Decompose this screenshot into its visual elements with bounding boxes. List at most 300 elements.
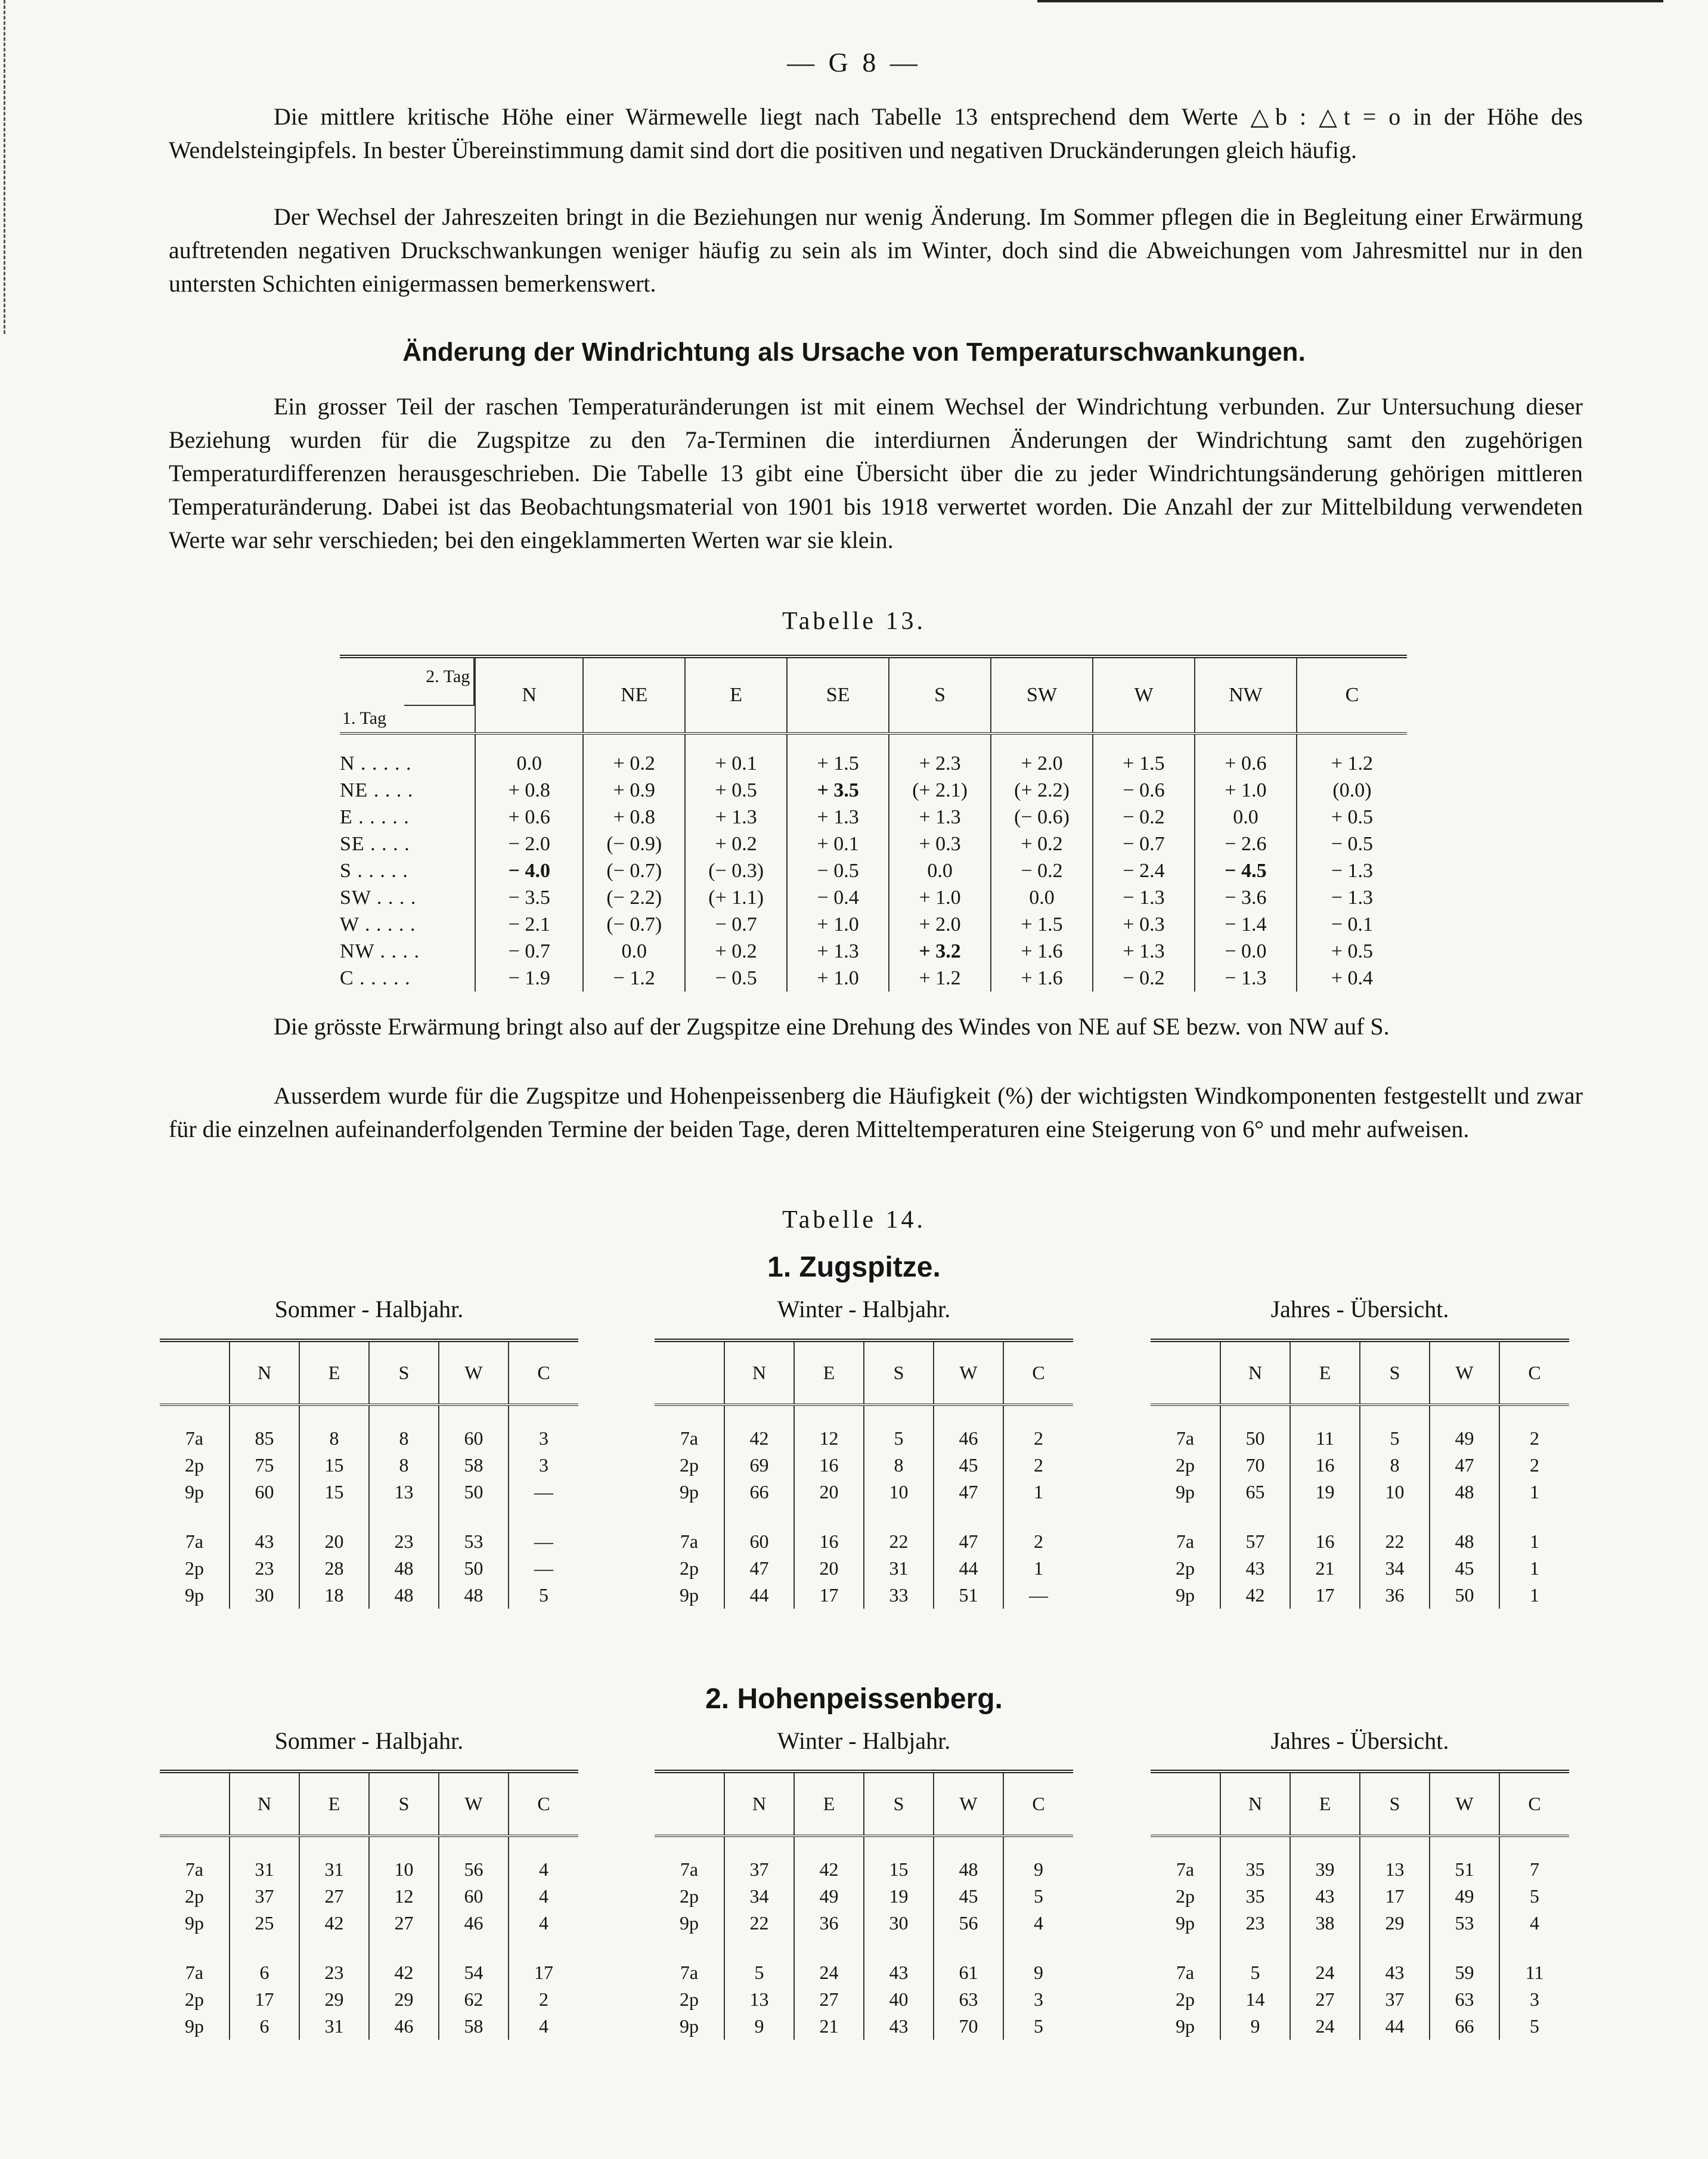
table13-cell: + 1.3 [685, 804, 787, 831]
table14-cell: 13 [1360, 1836, 1430, 1883]
table14-cell: 63 [934, 1986, 1003, 2013]
table14-cell: 75 [230, 1452, 299, 1479]
table14-cell: 48 [369, 1582, 439, 1609]
table14-col-header: S [369, 1340, 439, 1405]
table14-cell: 43 [230, 1506, 299, 1555]
table14-cell: 48 [1430, 1479, 1499, 1506]
table14-time-label: 2p [680, 1885, 699, 1907]
table14-time-label: 7a [680, 1858, 699, 1880]
table14-time-label: 2p [1176, 1454, 1195, 1476]
table14-cell: 5 [1220, 1937, 1290, 1986]
table14-cell: 47 [934, 1479, 1003, 1506]
table14-time-label: 9p [185, 1912, 204, 1934]
table13-cell: + 0.3 [889, 831, 991, 857]
table14-cell: 70 [934, 2013, 1003, 2040]
table14-cell: 60 [724, 1506, 794, 1555]
table14-row [655, 1836, 1073, 1883]
table13-cell: + 1.0 [889, 884, 991, 911]
table14-cell: 1 [1499, 1555, 1569, 1582]
table13-cell: (− 2.2) [583, 884, 685, 911]
table14-cell: 2 [1499, 1452, 1569, 1479]
table14-cell: 1 [1003, 1479, 1073, 1506]
table13-cell: − 1.4 [1195, 911, 1297, 938]
table13-col-header: SE [787, 656, 889, 733]
table14-cell: 23 [369, 1506, 439, 1555]
table14-row [1151, 1986, 1569, 2013]
table14-cell: 8 [369, 1452, 439, 1479]
table13-caption: Tabelle 13. [782, 608, 926, 635]
table14-cell: 3 [1003, 1986, 1073, 2013]
table13-row-label: SE . . . . [340, 832, 410, 855]
table14-cell: 53 [439, 1506, 509, 1555]
table14-cell: 40 [864, 1986, 934, 2013]
table14-cell: 9 [1003, 1937, 1073, 1986]
table14-time-label: 2p [185, 1988, 204, 2010]
table13-row-label: NE . . . . [340, 779, 414, 801]
table14-cell: — [1003, 1582, 1073, 1609]
table14-cell: 6 [230, 1937, 299, 1986]
table14-cell: 17 [509, 1937, 578, 1986]
paragraph-1: Die mittlere kritische Höhe einer Wärmewelle liegt nach Tabelle 13 entsprechend dem Werte △b : △t = o in der Höhe des Wendelsteingipfels. In bester Übereinstimmung damit sind dort die positiven und negativen Druckänderungen gleich häufig. [169, 103, 1583, 163]
table14-cell: 47 [724, 1555, 794, 1582]
table14-time-label: 9p [1176, 1912, 1195, 1934]
table14-col-header: S [1360, 1340, 1430, 1405]
table14-cell: 53 [1430, 1910, 1499, 1937]
paragraph-5: Ausserdem wurde für die Zugspitze und Hohenpeissenberg die Häufigkeit (%) der wichtigsten Windkomponenten festgestellt und zwar für die einzelnen aufeinanderfolgenden Termine der beiden Tage, deren Mitteltemperaturen eine Steigerung von 6° und mehr aufweisen. [169, 1082, 1583, 1142]
table14-cell: 24 [1290, 1937, 1360, 1986]
table14-cell: 31 [230, 1836, 299, 1883]
table13-col-header: NW [1195, 656, 1297, 733]
table14-cell: 17 [1290, 1582, 1360, 1609]
table14-cell: 25 [230, 1910, 299, 1937]
table14-cell: 8 [1360, 1452, 1430, 1479]
table14-row [160, 1937, 578, 1986]
table14-cell: 31 [299, 1836, 369, 1883]
table14-cell: 23 [230, 1555, 299, 1582]
table13-cell: − 1.3 [1195, 965, 1297, 992]
table14-cell: 30 [230, 1582, 299, 1609]
table13-row [340, 777, 1407, 804]
table13-cell: − 0.2 [1093, 965, 1195, 992]
table14-time-label: 7a [1176, 1858, 1195, 1880]
table14-cell: 5 [509, 1582, 578, 1609]
table13-cell: − 0.5 [1297, 831, 1407, 857]
table14-cell: 39 [1290, 1836, 1360, 1883]
table14-cell: 56 [439, 1836, 509, 1883]
table14-col-header: E [1290, 1771, 1360, 1836]
table14-time-label: 9p [185, 1481, 204, 1503]
table13-cell: (+ 2.2) [991, 777, 1093, 804]
corner-first-day: 1. Tag [342, 708, 387, 728]
table14-cell: 8 [299, 1405, 369, 1452]
table14-row [160, 1883, 578, 1910]
table14-row [655, 2013, 1073, 2040]
table13-cell: − 1.3 [1297, 857, 1407, 884]
table13-col-header: E [685, 656, 787, 733]
table14-cell: 44 [1360, 2013, 1430, 2040]
table14-cell: 34 [724, 1883, 794, 1910]
table13-cell: + 1.6 [991, 938, 1093, 965]
table14-cell: 18 [299, 1582, 369, 1609]
table14-cell: 43 [864, 1937, 934, 1986]
table14-row [1151, 1883, 1569, 1910]
table13-cell: + 0.3 [1093, 911, 1195, 938]
table14-cell: 60 [230, 1479, 299, 1506]
table13-cell: − 2.0 [475, 831, 583, 857]
table13-cell: + 1.6 [991, 965, 1093, 992]
table14-block-title: Winter - Halbjahr. [777, 1296, 951, 1322]
table14-cell: 29 [1360, 1910, 1430, 1937]
table14-cell: 43 [1360, 1937, 1430, 1986]
table14-cell: 10 [369, 1836, 439, 1883]
table14-row [655, 1937, 1073, 1986]
table14-cell: 11 [1499, 1937, 1569, 1986]
table14-cell: 1 [1003, 1555, 1073, 1582]
table14-row [655, 1910, 1073, 1937]
table13-cell: − 0.2 [1093, 804, 1195, 831]
table14-cell: 10 [1360, 1479, 1430, 1506]
table14-time-label: 9p [680, 1481, 699, 1503]
table14-cell: 60 [439, 1405, 509, 1452]
table14-time-label: 9p [185, 1584, 204, 1606]
table14-row [655, 1555, 1073, 1582]
table13-row [340, 938, 1407, 965]
table14-row [160, 1506, 578, 1555]
table13-cell: − 0.5 [685, 965, 787, 992]
table13-cell: − 0.7 [685, 911, 787, 938]
table14-cell: 27 [369, 1910, 439, 1937]
table14-cell: 1 [1499, 1479, 1569, 1506]
table14-row [1151, 1405, 1569, 1452]
table14-cell: 23 [299, 1937, 369, 1986]
table13-col-header: NE [583, 656, 685, 733]
table14-row [160, 1405, 578, 1452]
top-rule [1037, 0, 1663, 2]
table14-row [655, 1479, 1073, 1506]
table13-cell: 0.0 [475, 733, 583, 777]
table14-cell: 15 [864, 1836, 934, 1883]
table14-time-label: 2p [1176, 1988, 1195, 2010]
table14-cell: 42 [299, 1910, 369, 1937]
table13-row-label: S . . . . . [340, 859, 408, 882]
table13-cell: − 0.7 [475, 938, 583, 965]
table14-col-header: W [1430, 1771, 1499, 1836]
table13-cell: + 1.0 [787, 911, 889, 938]
table13-row [340, 831, 1407, 857]
table14-cell: 69 [724, 1452, 794, 1479]
table14-cell: 8 [369, 1405, 439, 1452]
table14-caption: Tabelle 14. [782, 1206, 926, 1234]
table14-col-header: E [299, 1771, 369, 1836]
table14-cell: 16 [1290, 1506, 1360, 1555]
table14-col-header: E [1290, 1340, 1360, 1405]
table14-cell: 23 [1220, 1910, 1290, 1937]
table13-cell: 0.0 [583, 938, 685, 965]
table14-cell: 42 [794, 1836, 864, 1883]
table13-cell: − 1.3 [1297, 884, 1407, 911]
table14-cell: 1 [1499, 1506, 1569, 1555]
table14-cell: 44 [934, 1555, 1003, 1582]
table13-cell: + 0.8 [583, 804, 685, 831]
table14-cell: 17 [230, 1986, 299, 2013]
table14-col-header: W [934, 1771, 1003, 1836]
table14-row [655, 1883, 1073, 1910]
table14-corner [655, 1340, 724, 1405]
table13-cell: (+ 1.1) [685, 884, 787, 911]
table14-cell: 70 [1220, 1452, 1290, 1479]
table14-time-label: 2p [185, 1885, 204, 1907]
table14-time-label: 2p [680, 1557, 699, 1579]
table13-cell: (− 0.9) [583, 831, 685, 857]
table14-cell: 13 [369, 1479, 439, 1506]
table14-cell: 24 [794, 1937, 864, 1986]
paragraph-2: Der Wechsel der Jahreszeiten bringt in die Beziehungen nur wenig Änderung. Im Sommer pflegen die in Begleitung einer Erwärmung auftretenden negativen Druckschwankungen weniger häufig zu sein als im Winter, doch sind die Abweichungen vom Jahresmittel nur in den untersten Schichten einigermassen bemerkenswert. [169, 203, 1583, 297]
table14-cell: 59 [1430, 1937, 1499, 1986]
table14-cell: 47 [934, 1506, 1003, 1555]
table14-block-title: Jahres - Übersicht. [1270, 1296, 1449, 1322]
table14-cell: 4 [509, 1910, 578, 1937]
table13-cell: + 1.2 [889, 965, 991, 992]
table14-col-header: C [1499, 1340, 1569, 1405]
table14-cell: 5 [1003, 2013, 1073, 2040]
table13-cell: + 1.0 [787, 965, 889, 992]
table13-cell: + 1.5 [1093, 733, 1195, 777]
table13-cell: + 0.1 [685, 733, 787, 777]
table14-cell: 63 [1430, 1986, 1499, 2013]
table14-cell: 16 [794, 1506, 864, 1555]
table13-body [340, 733, 1407, 992]
table14-cell: 4 [1499, 1910, 1569, 1937]
table14-row [160, 1582, 578, 1609]
table14-corner [1151, 1771, 1220, 1836]
table14-cell: 66 [724, 1479, 794, 1506]
table14-cell: 51 [934, 1582, 1003, 1609]
table14-cell: 56 [934, 1910, 1003, 1937]
table14-cell: 2 [1003, 1506, 1073, 1555]
table14-cell: 2 [1003, 1452, 1073, 1479]
table14-block [160, 1339, 578, 1609]
table14-cell: 4 [1003, 1910, 1073, 1937]
table14-cell: 21 [1290, 1555, 1360, 1582]
table14-col-header: S [864, 1771, 934, 1836]
table14-time-label: 7a [185, 1858, 204, 1880]
table14-block-title: Sommer - Halbjahr. [274, 1296, 464, 1322]
table13-cell: − 0.7 [1093, 831, 1195, 857]
table14-cell: 7 [1499, 1836, 1569, 1883]
table14-col-header: N [724, 1340, 794, 1405]
table14-cell: 58 [439, 2013, 509, 2040]
table13-cell: + 0.2 [685, 938, 787, 965]
table14-time-label: 9p [680, 2015, 699, 2037]
table14-cell: 35 [1220, 1883, 1290, 1910]
table14-block [160, 1770, 578, 2040]
table13-row-label: C . . . . . [340, 967, 411, 989]
table14-row [1151, 2013, 1569, 2040]
table14-time-label: 2p [185, 1454, 204, 1476]
table14-cell: 5 [724, 1937, 794, 1986]
table14-cell: 5 [1499, 2013, 1569, 2040]
table13-cell: + 1.5 [991, 911, 1093, 938]
table14-corner [160, 1771, 230, 1836]
table14-cell: 45 [934, 1452, 1003, 1479]
table14-time-label: 7a [1176, 1962, 1195, 1983]
table13-cell: + 1.3 [787, 938, 889, 965]
table14-col-header: S [369, 1771, 439, 1836]
table14-col-header: C [1003, 1771, 1073, 1836]
paragraph-4: Die grösste Erwärmung bringt also auf der Zugspitze eine Drehung des Windes von NE auf SE bezw. von NW auf S. [274, 1013, 1390, 1040]
table14-cell: 36 [794, 1910, 864, 1937]
table14-cell: 20 [299, 1506, 369, 1555]
table14-cell: 4 [509, 2013, 578, 2040]
table14-cell: 36 [1360, 1582, 1430, 1609]
table13-cell: + 0.6 [1195, 733, 1297, 777]
table13-col-header: C [1297, 656, 1407, 733]
table14-row [655, 1582, 1073, 1609]
table14-cell: 24 [1290, 2013, 1360, 2040]
table13-row [340, 857, 1407, 884]
table13-cell: + 3.2 [889, 938, 991, 965]
table14-cell: 50 [439, 1555, 509, 1582]
table14-time-label: 7a [1176, 1531, 1195, 1552]
table14-col-header: N [230, 1771, 299, 1836]
table13-cell: + 0.2 [583, 733, 685, 777]
table14-cell: 30 [864, 1910, 934, 1937]
table14-cell: 45 [934, 1883, 1003, 1910]
table14-cell: 27 [299, 1883, 369, 1910]
table14-cell: 43 [1290, 1883, 1360, 1910]
table14-cell: 85 [230, 1405, 299, 1452]
table13-row [340, 911, 1407, 938]
table14-cell: 20 [794, 1555, 864, 1582]
table14-time-label: 2p [680, 1454, 699, 1476]
table13-cell: + 0.1 [787, 831, 889, 857]
table14-cell: 12 [794, 1405, 864, 1452]
table13-row-label: N . . . . . [340, 752, 412, 775]
table14-row [1151, 1506, 1569, 1555]
table14-cell: 46 [369, 2013, 439, 2040]
table14-cell: 60 [439, 1883, 509, 1910]
table13-cell: + 0.6 [475, 804, 583, 831]
table13-cell: − 3.6 [1195, 884, 1297, 911]
table13-row-label: SW . . . . [340, 886, 417, 909]
table14-cell: 47 [1430, 1452, 1499, 1479]
table13-cell: (+ 2.1) [889, 777, 991, 804]
table13-cell: − 2.6 [1195, 831, 1297, 857]
table14-col-header: W [1430, 1340, 1499, 1405]
table14-time-label: 2p [680, 1988, 699, 2010]
table14-cell: 46 [439, 1910, 509, 1937]
table13-cell: (− 0.7) [583, 911, 685, 938]
table13-cell: + 1.0 [1195, 777, 1297, 804]
table13-col-header: W [1093, 656, 1195, 733]
table13-cell: − 1.3 [1093, 884, 1195, 911]
table13-row [340, 965, 1407, 992]
table14-cell: 19 [1290, 1479, 1360, 1506]
table14-row [655, 1986, 1073, 2013]
table14-cell: 9 [1003, 1836, 1073, 1883]
table14-cell: 49 [794, 1883, 864, 1910]
table13-cell: + 2.0 [889, 911, 991, 938]
table14-cell: 34 [1360, 1555, 1430, 1582]
table14-cell: 2 [1003, 1405, 1073, 1452]
table13-row [340, 733, 1407, 777]
table14-cell: 61 [934, 1937, 1003, 1986]
table14-cell: 16 [1290, 1452, 1360, 1479]
table14-row [1151, 1582, 1569, 1609]
table13-row [340, 884, 1407, 911]
table14-cell: 29 [299, 1986, 369, 2013]
table14-cell: 45 [1430, 1555, 1499, 1582]
table14-time-label: 7a [680, 1531, 699, 1552]
table14-cell: 49 [1430, 1405, 1499, 1452]
table14-corner [1151, 1340, 1220, 1405]
page-number: — G 8 — [787, 47, 921, 78]
table14-cell: 22 [1360, 1506, 1430, 1555]
table14-row [655, 1452, 1073, 1479]
table14-col-header: C [509, 1340, 578, 1405]
table14-block [1151, 1770, 1569, 2040]
paragraph-3: Ein grosser Teil der raschen Temperaturänderungen ist mit einem Wechsel der Windrichtung verbunden. Zur Untersuchung dieser Beziehung wurden für die Zugspitze zu den 7a-Terminen die interdiurnen Änderungen der Windrichtung samt den zugehörigen Temperaturdifferenzen herausgeschrieben. Die Tabelle 13 gibt eine Übersicht über die zu jeder Windrichtungsänderung gehörigen mittleren Temperaturänderung. Dabei ist das Beobachtungsmaterial von 1901 bis 1918 verwertet worden. Die Anzahl der zur Mittelbildung verwendeten Werte war sehr verschieden; bei den eingeklammerten Werten war sie klein. [169, 393, 1583, 553]
table14-cell: 27 [794, 1986, 864, 2013]
table14-row [160, 1452, 578, 1479]
table14-time-label: 2p [1176, 1557, 1195, 1579]
table14-row [160, 1986, 578, 2013]
table13-cell: + 1.3 [889, 804, 991, 831]
table13-cell: + 0.5 [1297, 804, 1407, 831]
table14-cell: 35 [1220, 1836, 1290, 1883]
table13-cell: − 2.4 [1093, 857, 1195, 884]
table14-cell: — [509, 1506, 578, 1555]
table14-cell: 5 [1360, 1405, 1430, 1452]
table13-cell: + 0.2 [991, 831, 1093, 857]
table14-block [1151, 1339, 1569, 1609]
table14-cell: 3 [1499, 1986, 1569, 2013]
table14-cell: 37 [1360, 1986, 1430, 2013]
table13-cell: − 4.5 [1195, 857, 1297, 884]
table13-row-label: E . . . . . [340, 806, 410, 828]
table14-cell: 48 [934, 1836, 1003, 1883]
table14-col-header: N [1220, 1340, 1290, 1405]
table13-cell: + 1.2 [1297, 733, 1407, 777]
corner-second-day: 2. Tag [426, 667, 470, 686]
table14-cell: 9 [1220, 2013, 1290, 2040]
table14-cell: 62 [439, 1986, 509, 2013]
table14-block [655, 1770, 1073, 2040]
table14-row [160, 1555, 578, 1582]
table14-col-header: W [439, 1340, 509, 1405]
table14-cell: 37 [724, 1836, 794, 1883]
table14-cell: 33 [864, 1582, 934, 1609]
table13-cell: − 1.9 [475, 965, 583, 992]
table13-row-label: NW . . . . [340, 940, 420, 962]
table14-corner [160, 1340, 230, 1405]
table14-cell: 11 [1290, 1405, 1360, 1452]
table13-cell: + 0.9 [583, 777, 685, 804]
table14-cell: 51 [1430, 1836, 1499, 1883]
table14-cell: — [509, 1479, 578, 1506]
table14-cell: 13 [724, 1986, 794, 2013]
table14-time-label: 7a [185, 1427, 204, 1449]
table14-time-label: 9p [680, 1912, 699, 1934]
table14-cell: — [509, 1555, 578, 1582]
table14-cell: 15 [299, 1452, 369, 1479]
table14-cell: 42 [724, 1405, 794, 1452]
table14-cell: 54 [439, 1937, 509, 1986]
table13-cell: − 3.5 [475, 884, 583, 911]
table14-col-header: N [230, 1340, 299, 1405]
table14-cell: 5 [864, 1405, 934, 1452]
table14-cell: 16 [794, 1452, 864, 1479]
